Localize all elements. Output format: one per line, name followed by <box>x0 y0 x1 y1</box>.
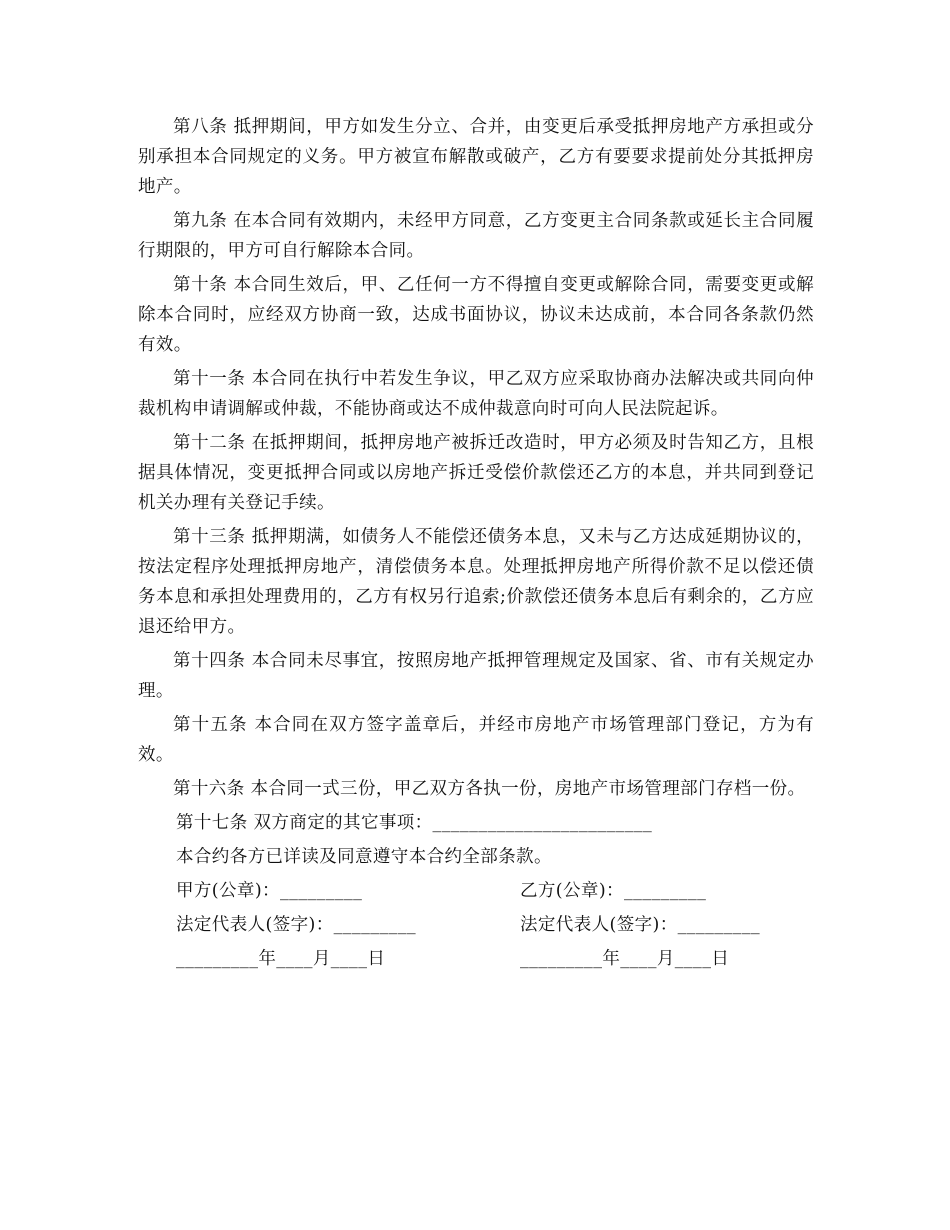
date-row <box>138 944 814 974</box>
clause-15: 第十五条 本合同在双方签字盖章后，并经市房地产市场管理部门登记，方为有效。 <box>138 715 814 765</box>
clause-8: 第八条 抵押期间，甲方如发生分立、合并，由变更后承受抵押房地产方承担或分别承担本合同规定的义务。甲方被宣布解散或破产，乙方有要要求提前处分其抵押房地产。 <box>138 117 814 197</box>
clause-14: 第十四条 本合同未尽事宜，按照房地产抵押管理规定及国家、省、市有关规定办理。 <box>138 651 814 701</box>
party-b-representative: 法定代表人(签字)：_________ <box>520 915 761 935</box>
representative-row <box>138 910 814 940</box>
party-b-date: _________年____月____日 <box>520 949 730 969</box>
contract-page <box>138 112 814 978</box>
seal-row <box>138 876 814 906</box>
agreement-statement: 本合约各方已详读及同意遵守本合约全部条款。 <box>176 847 552 867</box>
clause-9: 第九条 在本合同有效期内，未经甲方同意，乙方变更主合同条款或延长主合同履行期限的，甲方可自行解除本合同。 <box>138 211 814 261</box>
party-a-date: _________年____月____日 <box>176 949 386 969</box>
party-a-seal: 甲方(公章)：_________ <box>176 881 363 901</box>
clause-17: 第十七条 双方商定的其它事项：________________________ <box>176 813 653 833</box>
party-b-seal: 乙方(公章)：_________ <box>520 881 707 901</box>
clause-12: 第十二条 在抵押期间，抵押房地产被拆迁改造时，甲方必须及时告知乙方，且根据具体情况，变更抵押合同或以房地产拆迁受偿价款偿还乙方的本息，并共同到登记机关办理有关登记手续。 <box>138 433 814 513</box>
clause-10: 第十条 本合同生效后，甲、乙任何一方不得擅自变更或解除合同，需要变更或解除本合同时，应经双方协商一致，达成书面协议，协议未达成前，本合同各条款仍然有效。 <box>138 275 814 355</box>
clause-11: 第十一条 本合同在执行中若发生争议，甲乙双方应采取协商办法解决或共同向仲裁机构申请调解或仲裁，不能协商或达不成仲裁意向时可向人民法院起诉。 <box>138 369 814 419</box>
clause-16: 第十六条 本合同一式三份，甲乙双方各执一份，房地产市场管理部门存档一份。 <box>173 779 806 799</box>
clause-13: 第十三条 抵押期满，如债务人不能偿还债务本息，又未与乙方达成延期协议的，按法定程序处理抵押房地产，清偿债务本息。处理抵押房地产所得价款不足以偿还债务本息和承担处理费用的，乙方有权另行追索;价款偿还债务本息后有剩余的，乙方应退还给甲方。 <box>138 527 814 637</box>
party-a-representative: 法定代表人(签字)：_________ <box>176 915 417 935</box>
